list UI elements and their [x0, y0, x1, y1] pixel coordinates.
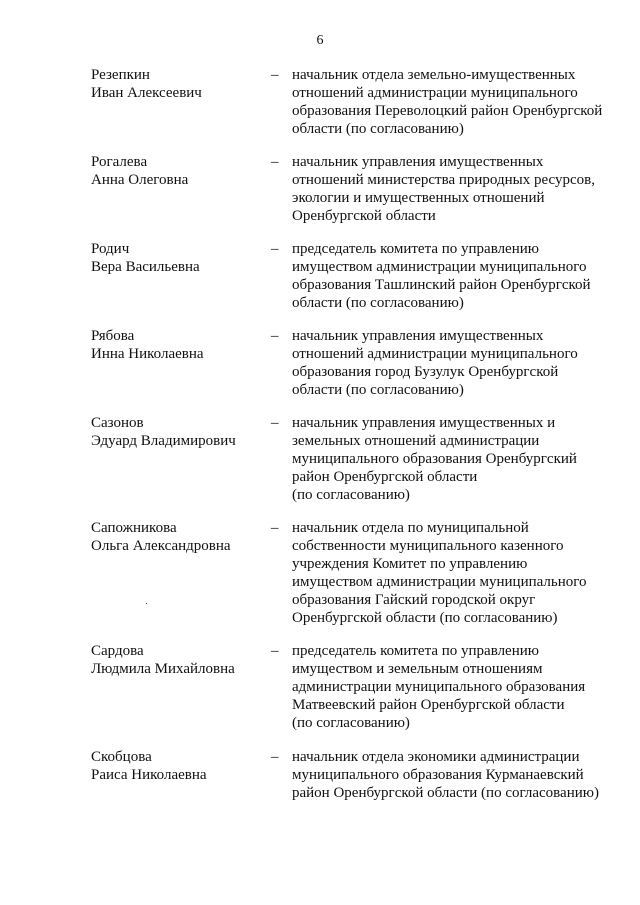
dash-separator: –	[271, 154, 279, 170]
surname: Резепкин	[91, 67, 150, 83]
position-line: учреждения Комитет по управлению	[292, 556, 528, 572]
position-line: (по согласованию)	[292, 715, 410, 731]
position-line: земельных отношений администрации	[292, 433, 540, 449]
scan-speck	[146, 603, 147, 604]
position-line: (по согласованию)	[292, 487, 410, 503]
dash-separator: –	[271, 415, 279, 431]
position-description	[292, 642, 622, 732]
position-line: имуществом администрации муниципального	[292, 574, 587, 590]
given-name: Людмила Михайловна	[91, 661, 235, 677]
position-line: муниципального образования Курманаевский	[292, 767, 584, 783]
position-line: имуществом и земельным отношениям	[292, 661, 543, 677]
person-name	[91, 153, 269, 189]
position-line: области (по согласованию)	[292, 295, 464, 311]
position-description	[292, 66, 622, 138]
position-line: образования город Бузулук Оренбургской	[292, 364, 559, 380]
position-line: председатель комитета по управлению	[292, 241, 539, 257]
position-line: район Оренбургской области (по согласованию)	[292, 785, 599, 801]
position-line: муниципального образования Оренбургский	[292, 451, 577, 467]
position-line: области (по согласованию)	[292, 382, 464, 398]
person-name	[91, 642, 269, 678]
dash-separator: –	[271, 643, 279, 659]
person-name	[91, 327, 269, 363]
position-line: собственности муниципального казенного	[292, 538, 564, 554]
dash-separator: –	[271, 520, 279, 536]
given-name: Ольга Александровна	[91, 538, 231, 554]
person-name	[91, 66, 269, 102]
surname: Скобцова	[91, 749, 152, 765]
position-line: образования Ташлинский район Оренбургской	[292, 277, 591, 293]
position-line: отношений администрации муниципального	[292, 346, 578, 362]
position-line: отношений министерства природных ресурсов,	[292, 172, 595, 188]
position-line: Оренбургской области	[292, 208, 436, 224]
position-line: экологии и имущественных отношений	[292, 190, 545, 206]
position-line: Оренбургской области (по согласованию)	[292, 610, 558, 626]
given-name: Раиса Николаевна	[91, 767, 207, 783]
position-description	[292, 519, 622, 627]
dash-separator: –	[271, 67, 279, 83]
surname: Рогалева	[91, 154, 148, 170]
person-name	[91, 748, 269, 784]
position-line: имуществом администрации муниципального	[292, 259, 587, 275]
surname: Родич	[91, 241, 130, 257]
position-line: образования Гайский городской округ	[292, 592, 536, 608]
position-line: отношений администрации муниципального	[292, 85, 578, 101]
position-line: начальник управления имущественных и	[292, 415, 556, 431]
position-description	[292, 748, 622, 802]
dash-separator: –	[271, 749, 279, 765]
position-line: начальник отдела по муниципальной	[292, 520, 529, 536]
position-line: начальник отдела экономики администрации	[292, 749, 580, 765]
surname: Сазонов	[91, 415, 144, 431]
dash-separator: –	[271, 241, 279, 257]
position-line: начальник отдела земельно-имущественных	[292, 67, 576, 83]
position-line: председатель комитета по управлению	[292, 643, 539, 659]
given-name: Эдуард Владимирович	[91, 433, 236, 449]
position-description	[292, 327, 622, 399]
given-name: Иван Алексеевич	[91, 85, 202, 101]
person-name	[91, 414, 269, 450]
person-name	[91, 240, 269, 276]
position-description	[292, 240, 622, 312]
position-line: начальник управления имущественных	[292, 328, 544, 344]
position-description	[292, 153, 622, 225]
position-line: образования Переволоцкий район Оренбургской	[292, 103, 603, 119]
given-name: Вера Васильевна	[91, 259, 200, 275]
surname: Рябова	[91, 328, 135, 344]
position-line: Матвеевский район Оренбургской области	[292, 697, 565, 713]
surname: Сардова	[91, 643, 144, 659]
position-line: администрации муниципального образования	[292, 679, 586, 695]
position-line: район Оренбургской области	[292, 469, 478, 485]
page-number: 6	[316, 33, 324, 48]
given-name: Анна Олеговна	[91, 172, 189, 188]
surname: Сапожникова	[91, 520, 177, 536]
given-name: Инна Николаевна	[91, 346, 204, 362]
position-description	[292, 414, 622, 504]
position-line: начальник управления имущественных	[292, 154, 544, 170]
person-name	[91, 519, 269, 555]
position-line: области (по согласованию)	[292, 121, 464, 137]
dash-separator: –	[271, 328, 279, 344]
